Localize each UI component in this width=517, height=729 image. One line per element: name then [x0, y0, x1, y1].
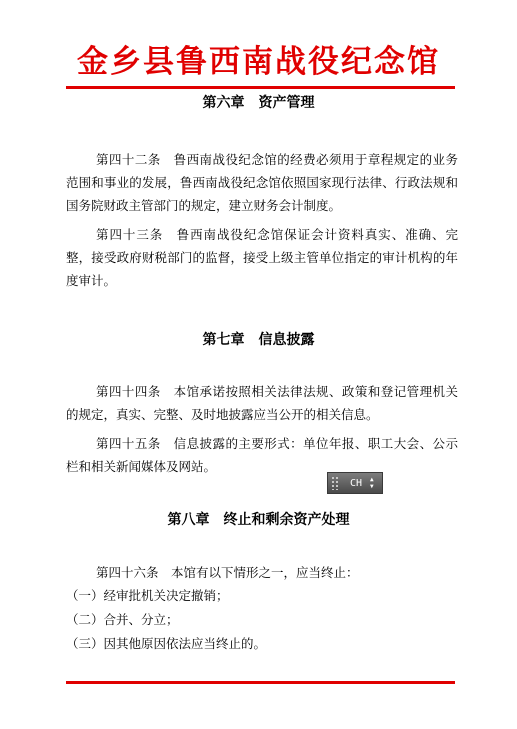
list-item-1: （一）经审批机关决定撤销；: [66, 588, 229, 603]
drag-grip-icon[interactable]: [331, 476, 340, 490]
chevron-down-icon: ▼: [370, 483, 374, 490]
article-43: 第四十三条 鲁西南战役纪念馆保证会计资料真实、准确、完整，接受政府财税部门的监督，接受上级主管单位指定的审计机构的年度审计。: [66, 227, 458, 288]
header-red-rule: [66, 86, 455, 89]
list-item-2: （二）合并、分立；: [66, 612, 179, 627]
chapter-7-heading: 第七章 信息披露: [202, 332, 315, 348]
ime-language-label[interactable]: CH: [350, 477, 363, 489]
ime-language-toolbar[interactable]: [327, 472, 383, 494]
article-46: 第四十六条 本馆有以下情形之一，应当终止：: [96, 565, 359, 580]
chevron-up-icon: ▲: [370, 476, 374, 483]
ime-options-button[interactable]: [370, 476, 374, 490]
chapter-8-heading: 第八章 终止和剩余资产处理: [167, 512, 350, 528]
list-item-3: （三）因其他原因依法应当终止的。: [66, 636, 267, 651]
article-44: 第四十四条 本馆承诺按照相关法律法规、政策和登记管理机关的规定，真实、完整、及时地披露应当公开的相关信息。: [66, 384, 458, 422]
article-42: 第四十二条 鲁西南战役纪念馆的经费必须用于章程规定的业务范围和事业的发展，鲁西南战役纪念馆依照国家现行法律、行政法规和国务院财政主管部门的规定，建立财务会计制度。: [66, 152, 458, 213]
article-45: 第四十五条 信息披露的主要形式：单位年报、职工大会、公示栏和相关新闻媒体及网站。: [66, 436, 458, 474]
chapter-6-heading: 第六章 资产管理: [202, 95, 315, 111]
footer-red-rule: [66, 681, 455, 684]
document-title: 金乡县鲁西南战役纪念馆: [77, 44, 440, 80]
